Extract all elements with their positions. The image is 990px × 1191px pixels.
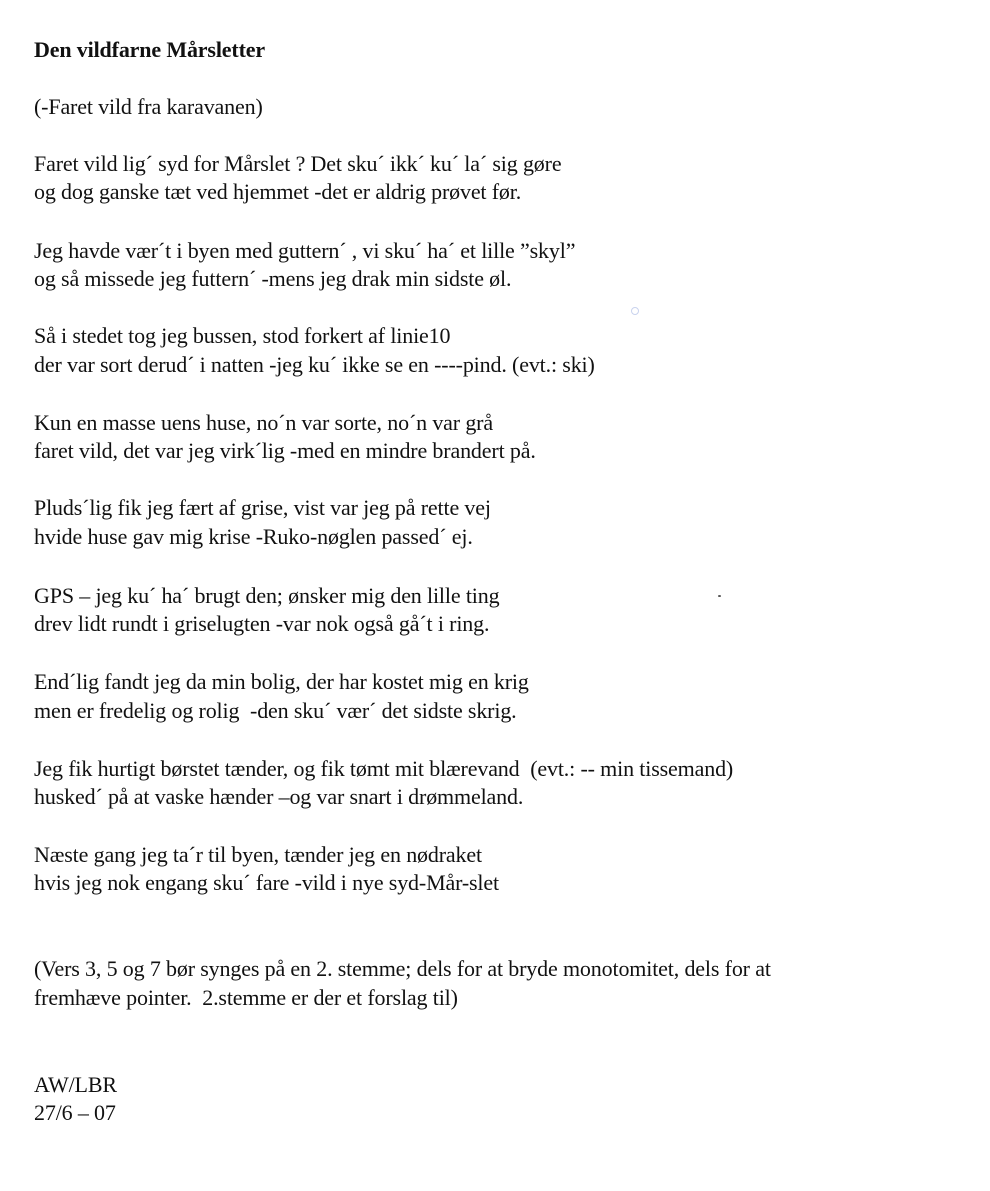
author-initials: AW/LBR xyxy=(34,1072,117,1097)
verse-line: hvis jeg nok engang sku´ fare -vild i nye syd-Mår-slet xyxy=(34,870,499,895)
verse-line: og så missede jeg futtern´ -mens jeg drak min sidste øl. xyxy=(34,266,512,291)
note-line: fremhæve pointer. 2.stemme er der et forslag til) xyxy=(34,985,458,1010)
verse-line: der var sort derud´ i natten -jeg ku´ ikke se en ----pind. (evt.: ski) xyxy=(34,352,595,377)
note-line: (Vers 3, 5 og 7 bør synges på en 2. stemme; dels for at bryde monotomitet, dels for at xyxy=(34,956,771,981)
scan-speck xyxy=(718,595,721,597)
verse-line: faret vild, det var jeg virk´lig -med en mindre brandert på. xyxy=(34,438,536,463)
verse-line: husked´ på at vaske hænder –og var snart i drømmeland. xyxy=(34,784,524,809)
subtitle: (-Faret vild fra karavanen) xyxy=(34,94,263,119)
verse-line: Jeg fik hurtigt børstet tænder, og fik tømt mit blærevand (evt.: -- min tissemand) xyxy=(34,756,734,781)
scan-speck xyxy=(631,307,639,315)
verse-line: Faret vild lig´ syd for Mårslet ? Det sku´ ikk´ ku´ la´ sig gøre xyxy=(34,151,562,176)
verse-line: GPS – jeg ku´ ha´ brugt den; ønsker mig den lille ting xyxy=(34,583,500,608)
verse-line: drev lidt rundt i griselugten -var nok også gå´t i ring. xyxy=(34,611,490,636)
signature-date: 27/6 – 07 xyxy=(34,1100,116,1125)
verse-line: Kun en masse uens huse, no´n var sorte, no´n var grå xyxy=(34,410,493,435)
verse-line: men er fredelig og rolig -den sku´ vær´ det sidste skrig. xyxy=(34,698,517,723)
document-title: Den vildfarne Mårsletter xyxy=(34,37,265,62)
verse-line: hvide huse gav mig krise -Ruko-nøglen passed´ ej. xyxy=(34,524,473,549)
verse-line: Pluds´lig fik jeg fært af grise, vist var jeg på rette vej xyxy=(34,495,491,520)
verse-line: Næste gang jeg ta´r til byen, tænder jeg en nødraket xyxy=(34,842,482,867)
verse-line: Jeg havde vær´t i byen med guttern´ , vi sku´ ha´ et lille ”skyl” xyxy=(34,238,576,263)
verse-line: og dog ganske tæt ved hjemmet -det er aldrig prøvet før. xyxy=(34,179,522,204)
verse-line: Så i stedet tog jeg bussen, stod forkert af linie10 xyxy=(34,323,451,348)
verse-line: End´lig fandt jeg da min bolig, der har kostet mig en krig xyxy=(34,669,529,694)
